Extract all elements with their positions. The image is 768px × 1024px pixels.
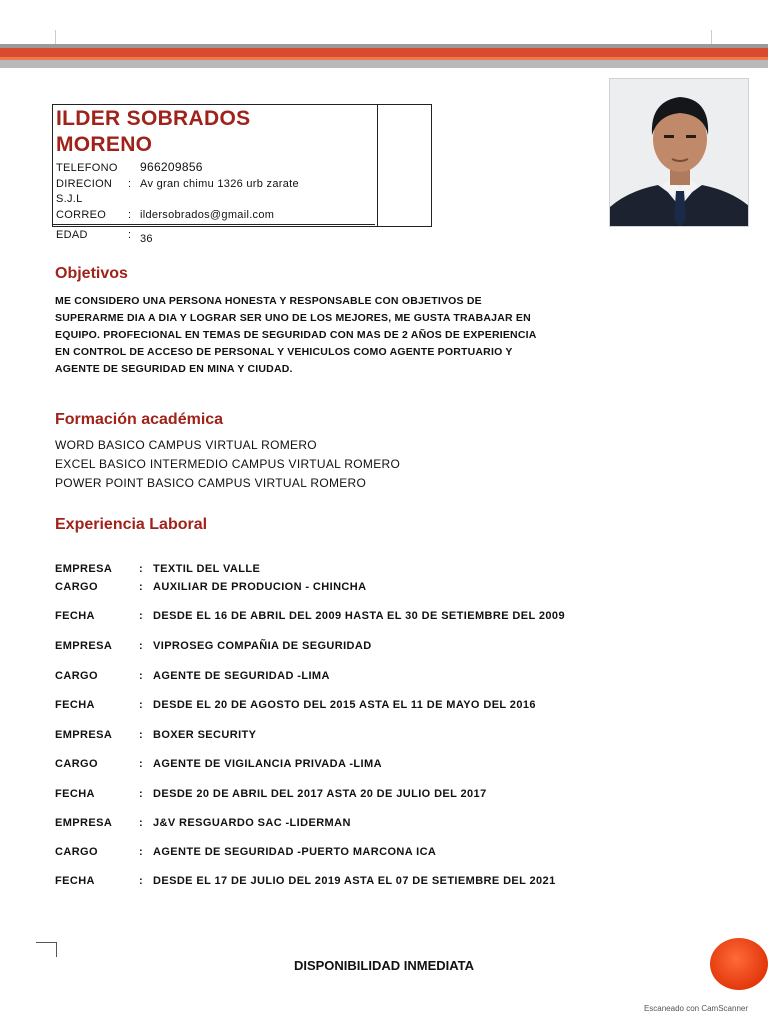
contact-value: ildersobrados@gmail.com bbox=[140, 209, 275, 221]
experience-label: CARGO bbox=[55, 581, 98, 593]
contact-value: S.J.L bbox=[56, 193, 83, 205]
contact-label: EDAD bbox=[56, 229, 88, 241]
experience-row: CARGO : AUXILIAR DE PRODUCION - CHINCHA bbox=[55, 581, 367, 593]
experience-value: AGENTE DE VIGILANCIA PRIVADA -LIMA bbox=[153, 758, 382, 770]
experience-value: AGENTE DE SEGURIDAD -PUERTO MARCONA ICA bbox=[153, 846, 437, 858]
contact-label: CORREO bbox=[56, 209, 107, 221]
education-item: EXCEL BASICO INTERMEDIO CAMPUS VIRTUAL ROMERO bbox=[55, 457, 401, 471]
experience-label: FECHA bbox=[55, 699, 95, 711]
objectives-line: AGENTE DE SEGURIDAD EN MINA Y CIUDAD. bbox=[55, 363, 293, 375]
experience-label: FECHA bbox=[55, 610, 95, 622]
objectives-line: ME CONSIDERO UNA PERSONA HONESTA Y RESPONSABLE CON OBJETIVOS DE bbox=[55, 295, 482, 307]
experience-row: EMPRESA : J&V RESGUARDO SAC -LIDERMAN bbox=[55, 817, 351, 829]
education-title: Formación académica bbox=[55, 411, 224, 428]
experience-label: EMPRESA bbox=[55, 729, 113, 741]
experience-value: DESDE EL 16 DE ABRIL DEL 2009 HASTA EL 30 DE SETIEMBRE DEL 2009 bbox=[153, 610, 565, 622]
education-item: POWER POINT BASICO CAMPUS VIRTUAL ROMERO bbox=[55, 476, 367, 490]
experience-row: EMPRESA : BOXER SECURITY bbox=[55, 729, 257, 741]
contact-address: DIRECION : Av gran chimu 1326 urb zarate bbox=[56, 178, 299, 190]
candidate-name: ILDER SOBRADOS MORENO bbox=[56, 107, 251, 156]
experience-row: CARGO : AGENTE DE SEGURIDAD -PUERTO MARCONA ICA bbox=[55, 846, 437, 858]
experience-value: J&V RESGUARDO SAC -LIDERMAN bbox=[153, 817, 351, 829]
experience-row: FECHA : DESDE EL 17 DE JULIO DEL 2019 ASTA EL 07 DE SETIEMBRE DEL 2021 bbox=[55, 875, 556, 887]
camscanner-badge bbox=[710, 938, 768, 990]
experience-value: BOXER SECURITY bbox=[153, 729, 257, 741]
experience-value: TEXTIL DEL VALLE bbox=[153, 563, 261, 575]
contact-label: DIRECION bbox=[56, 178, 113, 190]
scan-edge-mark bbox=[55, 30, 56, 44]
experience-value: AUXILIAR DE PRODUCION - CHINCHA bbox=[153, 581, 367, 593]
experience-row: CARGO : AGENTE DE VIGILANCIA PRIVADA -LIMA bbox=[55, 758, 382, 770]
header-bar bbox=[0, 44, 768, 68]
experience-label: EMPRESA bbox=[55, 640, 113, 652]
contact-phone bbox=[56, 160, 203, 174]
identity-box-underline bbox=[52, 224, 375, 225]
experience-label: CARGO bbox=[55, 846, 98, 858]
objectives-title: Objetivos bbox=[55, 265, 128, 282]
contact-email: CORREO : ildersobrados@gmail.com bbox=[56, 209, 275, 221]
experience-row: FECHA : DESDE EL 16 DE ABRIL DEL 2009 HASTA EL 30 DE SETIEMBRE DEL 2009 bbox=[55, 610, 565, 622]
experience-row: EMPRESA : TEXTIL DEL VALLE bbox=[55, 563, 261, 575]
experience-row: FECHA : DESDE 20 DE ABRIL DEL 2017 ASTA 20 DE JULIO DEL 2017 bbox=[55, 788, 487, 800]
objectives-paragraph bbox=[55, 293, 705, 378]
scan-corner-mark bbox=[36, 942, 57, 957]
experience-label: CARGO bbox=[55, 758, 98, 770]
experience-value: DESDE EL 17 DE JULIO DEL 2019 ASTA EL 07 DE SETIEMBRE DEL 2021 bbox=[153, 875, 556, 887]
scanner-watermark: Escaneado con CamScanner bbox=[643, 1004, 748, 1013]
availability-note: DISPONIBILIDAD INMEDIATA bbox=[293, 958, 475, 973]
contact-age: EDAD : 36 bbox=[56, 229, 153, 245]
experience-row: CARGO : AGENTE DE SEGURIDAD -LIMA bbox=[55, 670, 330, 682]
experience-label: CARGO bbox=[55, 670, 98, 682]
contact-label: TELEFONO bbox=[56, 162, 118, 174]
experience-value: VIPROSEG COMPAÑIA DE SEGURIDAD bbox=[153, 640, 372, 652]
experience-label: EMPRESA bbox=[55, 817, 113, 829]
experience-row: EMPRESA : VIPROSEG COMPAÑIA DE SEGURIDAD bbox=[55, 640, 372, 652]
objectives-line: EN CONTROL DE ACCESO DE PERSONAL Y VEHICULOS COMO AGENTE PORTUARIO Y bbox=[55, 346, 513, 358]
experience-value: AGENTE DE SEGURIDAD -LIMA bbox=[153, 670, 330, 682]
contact-value: 36 bbox=[140, 233, 153, 245]
experience-value: DESDE EL 20 DE AGOSTO DEL 2015 ASTA EL 11 DE MAYO DEL 2016 bbox=[153, 699, 536, 711]
profile-photo bbox=[609, 78, 749, 227]
contact-address-district bbox=[56, 193, 83, 205]
scan-edge-mark bbox=[711, 30, 712, 44]
education-item: WORD BASICO CAMPUS VIRTUAL ROMERO bbox=[55, 438, 317, 452]
experience-value: DESDE 20 DE ABRIL DEL 2017 ASTA 20 DE JULIO DEL 2017 bbox=[153, 788, 487, 800]
experience-label: FECHA bbox=[55, 875, 95, 887]
objectives-line: EQUIPO. PROFECIONAL EN TEMAS DE SEGURIDAD CON MAS DE 2 AÑOS DE EXPERIENCIA bbox=[55, 329, 537, 341]
contact-value: 966209856 bbox=[140, 160, 203, 174]
experience-label: EMPRESA bbox=[55, 563, 113, 575]
identity-box-divider bbox=[377, 105, 378, 226]
experience-label: FECHA bbox=[55, 788, 95, 800]
experience-row: FECHA : DESDE EL 20 DE AGOSTO DEL 2015 ASTA EL 11 DE MAYO DEL 2016 bbox=[55, 699, 536, 711]
experience-title: Experiencia Laboral bbox=[55, 516, 208, 533]
contact-value: Av gran chimu 1326 urb zarate bbox=[140, 178, 299, 190]
objectives-line: SUPERARME DIA A DIA Y LOGRAR SER UNO DE LOS MEJORES, ME GUSTA TRABAJAR EN bbox=[55, 312, 531, 324]
